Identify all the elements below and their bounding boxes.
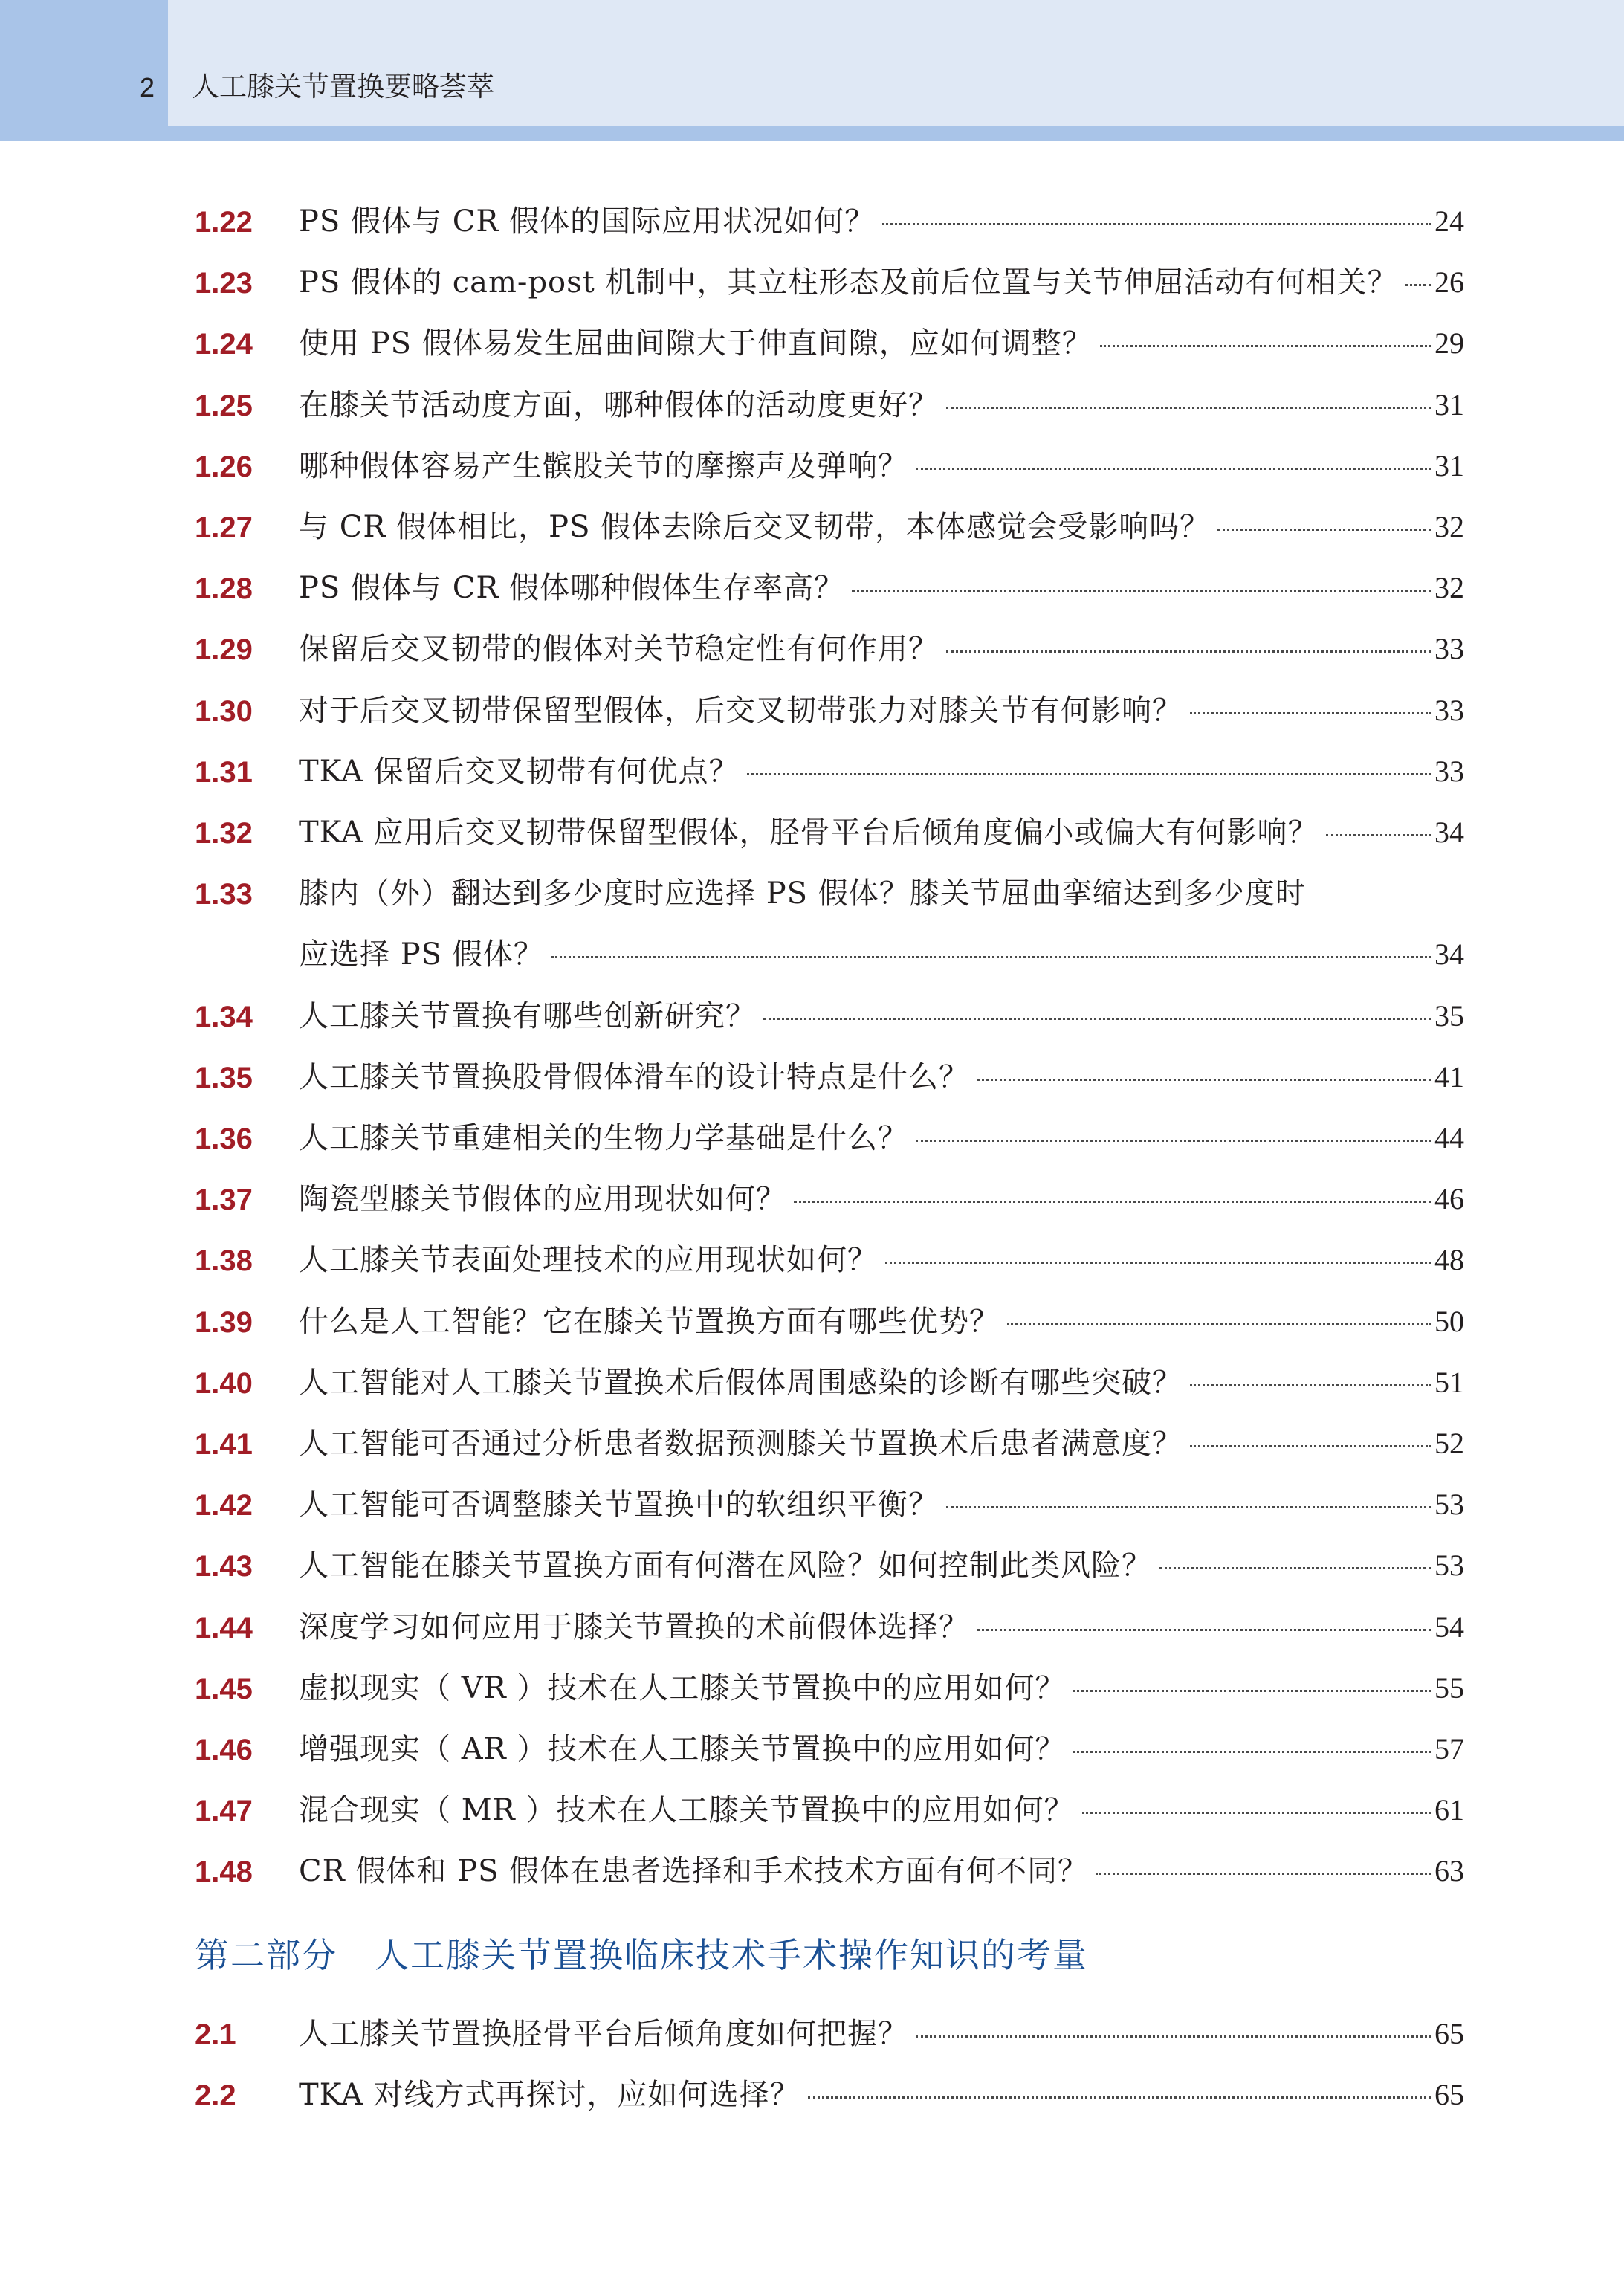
dot-leader <box>1190 1445 1431 1447</box>
entry-number: 1.40 <box>195 1366 253 1400</box>
entry-title: PS 假体与 CR 假体哪种假体生存率高？ <box>299 571 845 606</box>
entry-title: TKA 应用后交叉韧带保留型假体，胫骨平台后倾角度偏小或偏大有何影响？ <box>299 816 1319 850</box>
entry-page-number: 65 <box>1434 2017 1464 2050</box>
entry-title: 应选择 PS 假体？ <box>299 937 544 972</box>
dot-leader <box>1405 284 1431 286</box>
entry-line <box>299 1421 1464 1466</box>
entry-page-number: 46 <box>1434 1182 1464 1216</box>
dot-leader <box>916 1140 1431 1142</box>
dot-leader <box>1190 1384 1431 1386</box>
toc-entry[interactable] <box>0 314 1624 375</box>
entry-title: 人工智能在膝关节置换方面有何潜在风险？如何控制此类风险？ <box>299 1549 1152 1583</box>
entry-title: 人工膝关节重建相关的生物力学基础是什么？ <box>299 1121 908 1155</box>
entry-line <box>299 932 1464 977</box>
dot-leader <box>763 1018 1431 1020</box>
entry-number: 2.1 <box>195 2018 236 2051</box>
dot-leader <box>882 223 1431 225</box>
dot-leader <box>794 1201 1431 1203</box>
entry-page-number: 31 <box>1434 387 1464 422</box>
toc-entry[interactable] <box>0 619 1624 680</box>
toc-entry[interactable] <box>0 1292 1624 1353</box>
entry-line <box>299 1055 1464 1099</box>
entry-line <box>299 994 1464 1039</box>
toc-entry[interactable] <box>0 1841 1624 1902</box>
entry-page-number: 33 <box>1434 632 1464 666</box>
entry-title: 人工膝关节表面处理技术的应用现状如何？ <box>299 1243 878 1278</box>
entry-number: 1.45 <box>195 1672 253 1705</box>
entry-page-number: 57 <box>1434 1732 1464 1766</box>
entry-page-number: 65 <box>1434 2078 1464 2112</box>
entry-page-number: 53 <box>1434 1488 1464 1522</box>
entry-title: 对于后交叉韧带保留型假体，后交叉韧带张力对膝关节有何影响？ <box>299 693 1183 728</box>
dot-leader <box>1217 529 1431 531</box>
entry-line <box>299 688 1464 733</box>
entry-page-number: 24 <box>1434 204 1464 238</box>
dot-leader <box>747 773 1431 775</box>
page-header <box>0 0 1624 141</box>
entry-number: 1.22 <box>195 206 253 239</box>
part2-heading <box>195 1933 1088 1977</box>
entry-line <box>299 2073 1464 2117</box>
entry-number: 1.35 <box>195 1061 253 1094</box>
dot-leader <box>1096 1873 1431 1875</box>
entry-line <box>299 1360 1464 1405</box>
entry-line <box>299 321 1464 366</box>
entry-title: 人工膝关节置换有哪些创新研究？ <box>299 998 756 1033</box>
entry-page-number: 34 <box>1434 816 1464 849</box>
entry-line <box>299 1238 1464 1282</box>
toc-entry[interactable] <box>0 742 1624 803</box>
entry-page-number: 53 <box>1434 1549 1464 1583</box>
toc-entry[interactable] <box>0 1414 1624 1475</box>
dot-leader <box>977 1629 1431 1631</box>
entry-number: 1.23 <box>195 267 253 300</box>
entry-line <box>299 444 1464 488</box>
entry-page-number: 48 <box>1434 1243 1464 1277</box>
toc-entry[interactable] <box>0 986 1624 1047</box>
entry-number: 1.48 <box>195 1856 253 1889</box>
entry-line <box>299 199 1464 244</box>
entry-title: 保留后交叉韧带的假体对关节稳定性有何作用？ <box>299 632 939 667</box>
entry-page-number: 35 <box>1434 998 1464 1033</box>
entry-page-number: 44 <box>1434 1121 1464 1155</box>
entry-page-number: 55 <box>1434 1670 1464 1705</box>
entry-page-number: 32 <box>1434 510 1464 543</box>
toc-entry[interactable] <box>0 803 1624 864</box>
toc-entry[interactable] <box>0 864 1624 986</box>
entry-number: 1.36 <box>195 1123 253 1155</box>
entry-title: 人工膝关节置换胫骨平台后倾角度如何把握？ <box>299 2017 908 2051</box>
dot-leader <box>1190 712 1431 714</box>
header-tab <box>0 0 168 141</box>
entry-number: 1.44 <box>195 1611 253 1644</box>
entry-number: 1.32 <box>195 817 253 850</box>
entry-number: 1.28 <box>195 572 253 606</box>
entry-line <box>299 1849 1464 1893</box>
entry-page-number: 32 <box>1434 571 1464 605</box>
entry-number: 1.42 <box>195 1489 253 1522</box>
entry-title: 与 CR 假体相比，PS 假体去除后交叉韧带，本体感觉会受影响吗？ <box>299 510 1211 544</box>
entry-line <box>299 1299 1464 1344</box>
toc-entry[interactable] <box>0 1230 1624 1291</box>
entry-page-number: 31 <box>1434 448 1464 482</box>
entry-line <box>299 2012 1464 2056</box>
dot-leader <box>551 956 1431 958</box>
toc-entry[interactable] <box>0 1780 1624 1841</box>
toc-entry[interactable] <box>0 1353 1624 1414</box>
entry-line <box>299 1177 1464 1221</box>
entry-title: 人工智能可否通过分析患者数据预测膝关节置换术后患者满意度？ <box>299 1427 1183 1461</box>
entry-line <box>299 1482 1464 1527</box>
dot-leader <box>946 407 1431 409</box>
entry-title: 陶瓷型膝关节假体的应用现状如何？ <box>299 1182 786 1217</box>
dot-leader <box>946 1506 1431 1508</box>
entry-title-line1: 膝内（外）翻达到多少度时应选择 PS 假体？膝关节屈曲挛缩达到多少度时 <box>299 876 1306 911</box>
entry-title: CR 假体和 PS 假体在患者选择和手术技术方面有何不同？ <box>299 1854 1089 1889</box>
part2-label: 第二部分 <box>195 1935 337 1975</box>
entry-title: 哪种假体容易产生髌股关节的摩擦声及弹响？ <box>299 448 908 483</box>
entry-number: 1.33 <box>195 878 253 911</box>
dot-leader <box>946 650 1431 653</box>
entry-line <box>299 749 1464 794</box>
toc-entry[interactable] <box>0 375 1624 436</box>
entry-number: 1.26 <box>195 450 253 483</box>
entry-page-number: 41 <box>1434 1059 1464 1094</box>
entry-line <box>299 1543 1464 1588</box>
toc-entry[interactable] <box>0 1719 1624 1780</box>
entry-number: 1.46 <box>195 1734 253 1766</box>
entry-page-number: 63 <box>1434 1854 1464 1888</box>
entry-number: 1.41 <box>195 1428 253 1461</box>
entry-number: 1.27 <box>195 511 253 544</box>
entry-page-number: 26 <box>1434 265 1464 300</box>
entry-page-number: 29 <box>1434 326 1464 361</box>
entry-line <box>299 627 1464 671</box>
toc-entry[interactable] <box>0 497 1624 558</box>
dot-leader <box>1007 1323 1431 1325</box>
dot-leader <box>977 1079 1431 1081</box>
dot-leader <box>1326 834 1431 836</box>
entry-title: 使用 PS 假体易发生屈曲间隙大于伸直间隙，应如何调整？ <box>299 326 1093 361</box>
entry-page-number: 54 <box>1434 1609 1464 1644</box>
entry-line <box>299 383 1464 427</box>
dot-leader <box>885 1262 1431 1264</box>
entry-number: 1.31 <box>195 755 253 789</box>
entry-page-number: 33 <box>1434 754 1464 788</box>
entry-title: 什么是人工智能？它在膝关节置换方面有哪些优势？ <box>299 1304 1000 1339</box>
entry-number: 1.43 <box>195 1550 253 1583</box>
dot-leader <box>1073 1751 1431 1753</box>
entry-title: 人工智能可否调整膝关节置换中的软组织平衡？ <box>299 1488 939 1522</box>
toc-entry[interactable] <box>0 1108 1624 1169</box>
entry-title: 虚拟现实（ VR ）技术在人工膝关节置换中的应用如何？ <box>299 1670 1066 1705</box>
entry-page-number: 52 <box>1434 1427 1464 1460</box>
part2-title: 人工膝关节置换临床技术手术操作知识的考量 <box>375 1935 1088 1975</box>
entry-title: 在膝关节活动度方面，哪种假体的活动度更好？ <box>299 387 939 422</box>
entry-line <box>299 1788 1464 1832</box>
entry-title: 混合现实（ MR ）技术在人工膝关节置换中的应用如何？ <box>299 1793 1075 1828</box>
toc-entry[interactable] <box>0 1598 1624 1659</box>
entry-page-number: 51 <box>1434 1365 1464 1399</box>
dot-leader <box>1073 1690 1431 1692</box>
toc-entry[interactable] <box>0 1536 1624 1597</box>
entry-line <box>299 505 1464 549</box>
running-title: 人工膝关节置换要略荟萃 <box>192 71 494 103</box>
entry-number: 1.29 <box>195 633 253 667</box>
toc-entry[interactable] <box>0 1475 1624 1536</box>
dot-leader <box>808 2096 1431 2099</box>
entry-number: 1.47 <box>195 1795 253 1828</box>
dot-leader <box>1100 345 1431 347</box>
entry-line <box>299 566 1464 610</box>
entry-number: 1.30 <box>195 694 253 728</box>
toc-entry[interactable] <box>0 2004 1624 2065</box>
toc-entry[interactable] <box>0 681 1624 742</box>
entry-title: TKA 保留后交叉韧带有何优点？ <box>299 754 740 789</box>
entry-number: 2.2 <box>195 2079 236 2113</box>
entry-page-number: 34 <box>1434 937 1464 972</box>
toc-entry[interactable] <box>0 436 1624 497</box>
entry-title: 人工智能对人工膝关节置换术后假体周围感染的诊断有哪些突破？ <box>299 1365 1183 1400</box>
entry-title: 增强现实（ AR ）技术在人工膝关节置换中的应用如何？ <box>299 1732 1066 1766</box>
entry-number: 1.34 <box>195 1000 253 1033</box>
entry-line <box>299 810 1464 855</box>
toc-entry[interactable] <box>0 1659 1624 1719</box>
dot-leader <box>1082 1812 1431 1814</box>
entry-page-number: 50 <box>1434 1304 1464 1338</box>
entry-line <box>299 1666 1464 1711</box>
dot-leader <box>1159 1567 1431 1569</box>
entry-title: 深度学习如何应用于膝关节置换的术前假体选择？ <box>299 1609 969 1644</box>
entry-number: 1.38 <box>195 1244 253 1278</box>
entry-title: 人工膝关节置换股骨假体滑车的设计特点是什么？ <box>299 1059 969 1094</box>
toc-entry[interactable] <box>0 1169 1624 1230</box>
page-number: 2 <box>140 72 155 103</box>
entry-number: 1.39 <box>195 1305 253 1339</box>
toc-entry[interactable] <box>0 558 1624 619</box>
dot-leader <box>916 2035 1431 2038</box>
toc-entry[interactable] <box>0 192 1624 253</box>
entry-line <box>299 1116 1464 1160</box>
entry-line <box>299 1727 1464 1772</box>
toc-entry[interactable] <box>0 253 1624 314</box>
header-rule <box>0 126 1624 141</box>
toc-entry[interactable] <box>0 2065 1624 2126</box>
dot-leader <box>916 468 1431 470</box>
dot-leader <box>852 590 1431 592</box>
entry-title: PS 假体的 cam-post 机制中，其立柱形态及前后位置与关节伸屈活动有何相关？ <box>299 265 1398 300</box>
entry-page-number: 33 <box>1434 693 1464 727</box>
entry-page-number: 61 <box>1434 1793 1464 1827</box>
entry-line <box>299 260 1464 305</box>
toc-entry[interactable] <box>0 1047 1624 1108</box>
entry-number: 1.24 <box>195 328 253 361</box>
entry-title: PS 假体与 CR 假体的国际应用状况如何？ <box>299 204 876 239</box>
entry-number: 1.25 <box>195 389 253 422</box>
entry-line <box>299 1605 1464 1650</box>
entry-title: TKA 对线方式再探讨，应如何选择？ <box>299 2078 800 2113</box>
entry-number: 1.37 <box>195 1184 253 1217</box>
